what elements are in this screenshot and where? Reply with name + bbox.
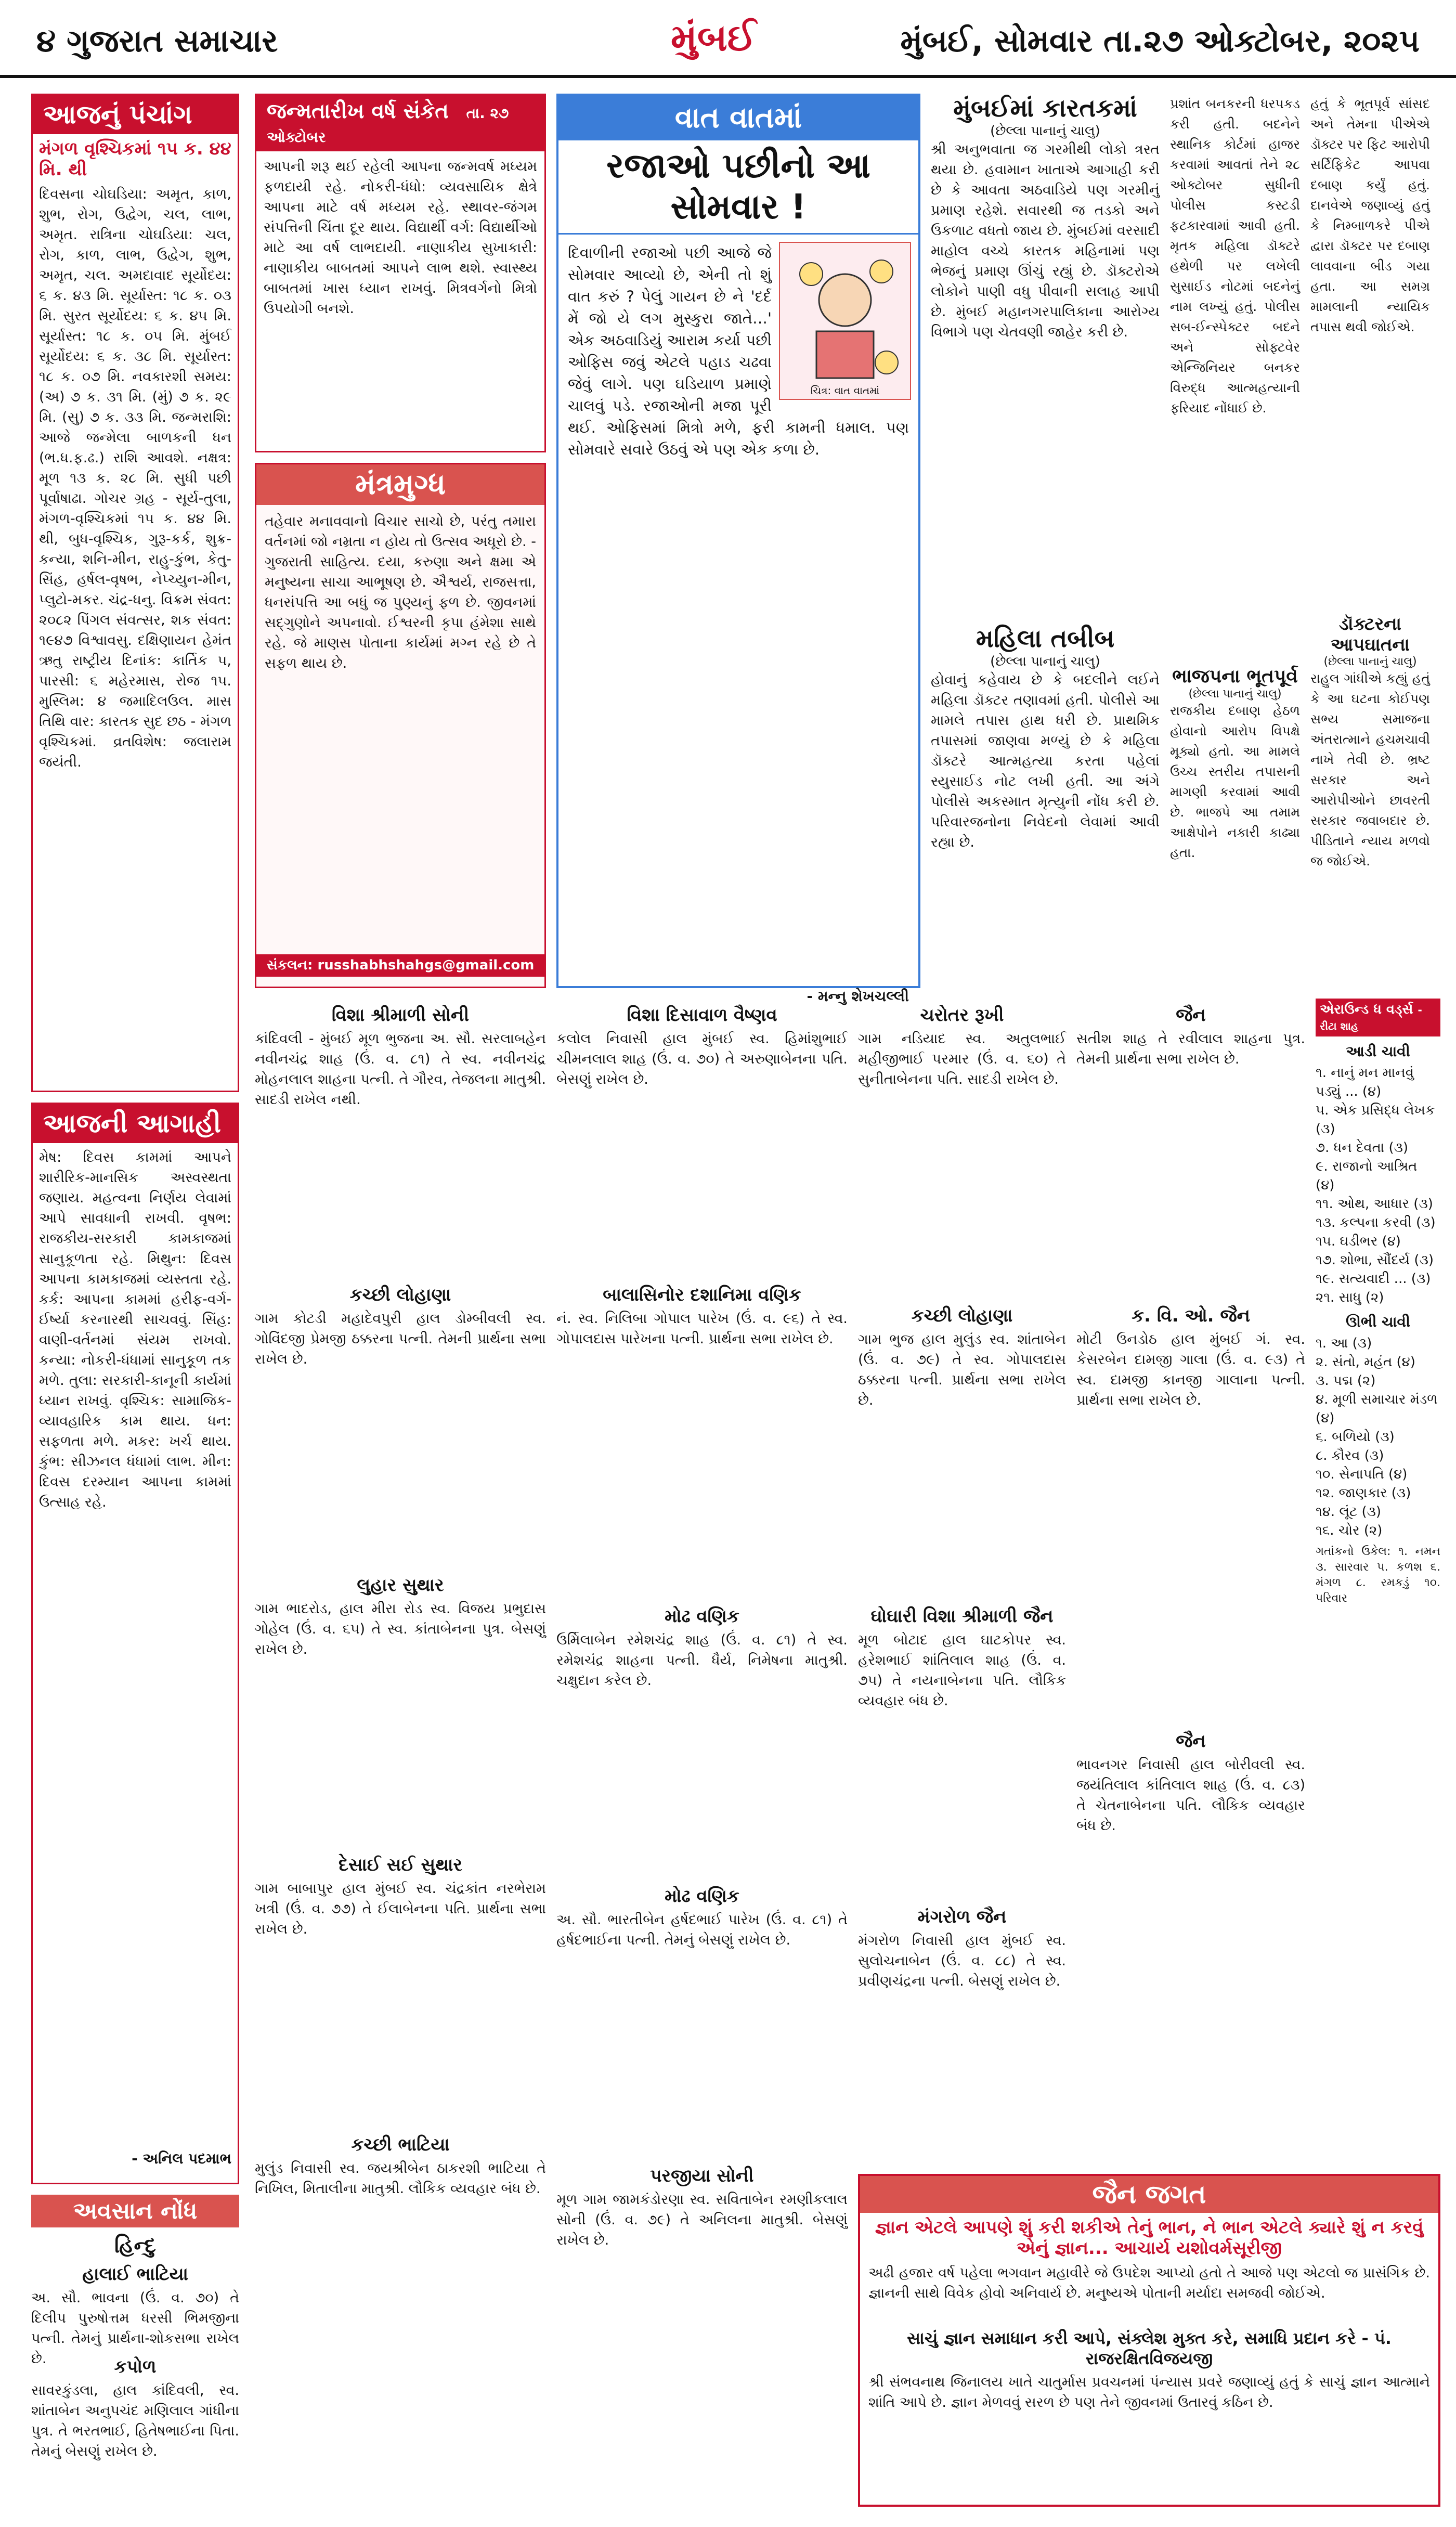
vaat-headline: રજાઓ પછીનો આ સોમવાર ! (558, 140, 918, 235)
crossword-down-list (1316, 1334, 1440, 1540)
vishesh-text2: ગામ કોટડી મહાદેવપુરી હાલ ડોમ્બીવલી સ્વ. ગોવિંદજી પ્રેમજી ઠક્કરના પત્ની. તેમની પ્રાર્થના સભા રાખેલ છે. (255, 1311, 546, 1367)
janma-tarikh-text: આપની શરૂ થઈ રહેલી આપના જન્મવર્ષ મધ્યમ ફળદાયી રહે. નોકરી-ધંધો: વ્યવસાયિક ક્ષેત્રે આપના માટે વર્ષ મધ્યમ રહે. સ્થાવર-જંગમ સંપત્તિની ચિંતા દૂર થાય. વિદ્યાર્થી વર્ગ: વિદ્યાર્થીઓ માટે આ વર્ષ લાભદાયી. નાણાકીય સુખાકારી: નાણાકીય બાબતમાં આપને લાભ થશે. સ્વાસ્થ્ય બાબતમાં ખાસ ધ્યાન રાખવું. મિત્રવર્ગનો મિત્રો ઉપયોગી બનશે. (264, 159, 537, 317)
jain-jagat-text: અઢી હજાર વર્ષ પહેલા ભગવાન મહાવીરે જે ઉપદેશ આપ્યો હતો તે આજે પણ એટલો જ પ્રાસંગિક છે. જ્ઞાનની સાથે વિવેક હોવો અનિવાર્ય છે. મનુષ્યએ પોતાની મર્યાદા સમજવી જોઈએ. (868, 2265, 1430, 2301)
vishesh2-text3: ઉર્મિલાબેન રમેશચંદ્ર શાહ (ઉં. વ. ૮૧) તે સ્વ. રમેશચંદ્ર શાહના પત્ની. ધૈર્ય, નિમેષના માતુશ્રી. ચક્ષુદાન કરેલ છે. (556, 1632, 848, 1689)
charotar-sub2: કચ્છી લોહાણા (911, 1305, 1013, 1326)
charotar-text3: મૂળ બોટાદ હાલ ઘાટકોપર સ્વ. હરેશભાઈ શાંતિલાલ શાહ (ઉં. વ. ૭૫) તે નયનાબેનના પતિ. લૌકિક વ્યવહાર બંધ છે. (858, 1632, 1066, 1709)
vishesh-sub5: કચ્છી ભાટિયા (351, 2134, 450, 2155)
jain-text1: સતીશ શાહ તે રવીલાલ શાહના પુત્ર. તેમની પ્રાર્થના સભા રાખેલ છે. (1076, 1031, 1305, 1067)
clue-down: ૧૦. સેનાપતિ (૪) (1316, 1467, 1408, 1482)
bhajpa-title: ભાજપના ભૂતપૂર્વ (1172, 666, 1298, 687)
vishesh2-sub4: મોઢ વણિક (665, 1886, 739, 1907)
jain-sub1: જૈન (1176, 1005, 1206, 1026)
jain-jagat-title: જૈન જગત (860, 2176, 1438, 2213)
jain-jagat-box (858, 2174, 1440, 2507)
vishesh-text5: મુલુંડ નિવાસી સ્વ. જયશ્રીબેન ઠાકરશી ભાટિયા તે નિખિલ, મિતાલીના માતુશ્રી. લૌકિક વ્યવહાર બંધ છે. (255, 2160, 546, 2197)
mahila-title: મહિલા તબીબ (976, 624, 1115, 653)
vishesh2-text5: મૂળ ગામ જામકંડોરણા સ્વ. સવિતાબેન રમણીકલાલ સોની (ઉં. વ. ૭૯) તે અનિલના માતુશ્રી. બેસણું રાખેલ છે. (556, 2192, 848, 2248)
charotar-sub1: ચરોતર રૂખી (920, 1005, 1004, 1026)
panchang-subtitle: મંગળ વૃશ્ચિકમાં ૧૫ ક. ૪૪ મિ. થી (39, 138, 231, 180)
clue-down: ૧. આ (૩) (1316, 1336, 1372, 1351)
bhajpa-subtitle: (છેલ્લા પાનાનું ચાલુ) (1188, 688, 1282, 701)
vaat-caption: ચિત્ર: વાત વાતમાં (810, 384, 880, 397)
obituary-title: અવસાન નોંધ (31, 2195, 239, 2227)
mantra-box (255, 463, 546, 988)
obituary-box-2 (255, 999, 546, 2507)
mahila-text: હોવાનું કહેવાય છે કે બદલીને લઈને મહિલા ડૉક્ટર તણાવમાં હતી. પોલીસે આ મામલે તપાસ હાથ ધરી છે. પ્રાથમિક તપાસમાં જાણવા મળ્યું છે કે મહિલા ડૉક્ટરે આત્મહત્યા કરતા પહેલાં સ્યુસાઈડ નોટ લખી હતી. આ અંગે પોલીસે અકસ્માત મૃત્યુની નોંધ કરી છે. પરિવારજનોના નિવેદનો લેવામાં આવી રહ્યા છે. (931, 672, 1160, 850)
obituary-box-1 (31, 2195, 239, 2507)
kartak-title: મુંબઈમાં કારતકમાં (953, 94, 1137, 123)
panchang-text: દિવસના ચોઘડિયા: અમૃત, કાળ, શુભ, રોગ, ઉદ્વેગ, ચલ, લાભ, અમૃત. રાત્રિના ચોઘડિયા: ચલ, રોગ, કાળ, લાભ, ઉદ્વેગ, શુભ, અમૃત, ચલ. અમદાવાદ સૂર્યોદય: ૬ ક. ૪૩ મિ. સૂર્યાસ્ત: ૧૮ ક. ૦૩ મિ. સુરત સૂર્યોદય: ૬ ક. ૪૫ મિ. સૂર્યાસ્ત: ૧૮ ક. ૦૫ મિ. મુંબઈ સૂર્યોદય: ૬ ક. ૩૮ મિ. સૂર્યાસ્ત: ૧૮ ક. ૦૭ મિ. નવકારશી સમય: (અ) ૭ ક. ૩૧ મિ. (મું) ૭ ક. ૨૯ મિ. (સુ) ૭ ક. ૩૩ મિ. જન્મરાશિ: આજે જન્મેલા બાળકની ધન (ભ.ધ.ફ.ઢ.) રાશિ આવશે. નક્ષત્ર: મૂળ ૧૩ ક. ૨૮ મિ. સુધી પછી પૂર્વાષાઢા. ગોચર ગ્રહ - સૂર્ય-તુલા, મંગળ-વૃશ્ચિકમાં ૧૫ ક. ૪૪ મિ. થી, બુધ-વૃશ્ચિક, ગુરૂ-કર્ક, શુક્ર-કન્યા, શનિ-મીન, રાહુ-કુંભ, કેતુ-સિંહ, હર્ષલ-વૃષભ, નેપ્ચ્યુન-મીન, પ્લુટો-મકર. ચંદ્ર-ધનુ. વિક્રમ સંવત: ૨૦૮૨ પિંગલ સંવત્સર, શક સંવત: ૧૯૪૭ વિશ્વાવસુ. દક્ષિણાયન હેમંત ઋતુ રાષ્ટ્રીય દિનાંક: કાર્તિક ૫, પારસી: ૬ મહેરમાસ, રોજ ૧૫. મુસ્લિમ: ૪ જમાદિલઉલ. માસ તિથિ વાર: કારતક સુદ છઠ - મંગળ વૃશ્ચિકમાં. વ્રતવિશેષ: જલારામ જયંતી. (39, 186, 231, 770)
charotar-text4: મંગરોળ નિવાસી હાલ મુંબઈ સ્વ. સુલોચનાબેન (ઉં. વ. ૮૮) તે સ્વ. પ્રવીણચંદ્રના પત્ની. બેસણું રાખેલ છે. (858, 1933, 1066, 1989)
right-col-1 (1170, 94, 1300, 988)
clue-down: ૨. સંતો, મહંત (૪) (1316, 1354, 1415, 1370)
issue-date: મુંબઈ, સોમવાર તા.૨૭ ઓક્ટોબર, ૨૦૨૫ (900, 23, 1420, 59)
vaat-author: - મન્નુ શેખચલ્લી (807, 988, 909, 1005)
jain-text3: ભાવનગર નિવાસી હાલ બોરીવલી સ્વ. જયંતિલાલ કાંતિલાલ શાહ (ઉં. વ. ૮૩) તે ચેતનાબેનના પતિ. લૌકિક વ્યવહાર બંધ છે. (1076, 1757, 1305, 1834)
charotar-sub3: ઘોઘારી વિશા શ્રીમાળી જૈન (870, 1606, 1054, 1627)
vishesh2-text1: કલોલ નિવાસી હાલ મુંબઈ સ્વ. હિમાંશુભાઈ ચીમનલાલ શાહ (ઉં. વ. ૭૦) તે અરુણાબેનના પતિ. બેસણું રાખેલ છે. (556, 1031, 848, 1087)
obituary-box-3 (556, 999, 848, 2507)
clue-across: ૧૩. કલ્પના કરવી (૩) (1316, 1215, 1436, 1230)
vishesh2-sub1: વિશા દિસાવાળ વૈષ્ણવ (627, 1005, 777, 1026)
vaat-box (556, 94, 920, 1005)
crossword-author: - રીટા શાહ (1320, 1004, 1422, 1032)
clue-across: ૧. નાનું મન માનવું પડ્યું ... (૪) (1316, 1065, 1414, 1099)
janma-tarikh-date: તા. ૨૭ ઓક્ટોબર (267, 105, 509, 146)
panchang-box (31, 94, 239, 1092)
right1-text: પ્રશાંત બનકરની ધરપકડ કરી હતી. બદનેને સ્થાનિક કોર્ટમાં હાજર કરવામાં આવતાં તેને ૨૮ ઓક્ટોબર સુધીની પોલીસ કસ્ટડી ફટકારવામાં આવી હતી. મૃતક મહિલા ડૉક્ટરે હથેળી પર લખેલી સુસાઈડ નોટમાં બદનેનું નામ લખ્યું હતું. પોલીસ સબ-ઈન્સ્પેક્ટર બદને અને સોફ્ટવેર એન્જિનિયર બનકર વિરુદ્ધ આત્મહત્યાની ફરિયાદ નોંધાઈ છે. (1170, 96, 1300, 416)
janma-tarikh-box (255, 94, 546, 452)
obituary-sub1: હાલાઈ ભાટિયા (82, 2264, 188, 2285)
jain-sub2: ક. વિ. ઓ. જૈન (1132, 1305, 1250, 1326)
panchang-title: આજનું પંચાંગ (33, 95, 238, 134)
janma-tarikh-header (256, 95, 544, 151)
obituary-text2: સાવરકુંડલા, હાલ કાંદિવલી, સ્વ. શાંતાબેન અનુપચંદ મણિલાલ ગાંધીના પુત્ર. તે ભરતભાઈ, હિતેષભાઈના પિતા. તેમનું બેસણું રાખેલ છે. (31, 2382, 239, 2459)
clue-across: ૧૫. ઘડીભર (૪) (1316, 1234, 1401, 1249)
clue-down: ૩. પદ્મ (૨) (1316, 1373, 1376, 1389)
mantra-contact: સંકલન: russhabhshahgs@gmail.com (256, 954, 544, 977)
forecast-box (31, 1103, 239, 2184)
crossword-title: એરાઉન્ડ ધ વર્ડ્સ (1320, 1002, 1413, 1017)
clue-across: ૯. રાજાનો આશ્રિત (૪) (1316, 1159, 1418, 1193)
obituary-community: હિન્દુ (114, 2234, 156, 2258)
mantra-title: મંત્રમુગ્ધ (256, 464, 544, 505)
vishesh2-sub5: પરજીયા સોની (650, 2166, 754, 2186)
janma-tarikh-title: જન્મતારીખ વર્ષ સંકેત (267, 99, 449, 123)
vishesh2-text2: નં. સ્વ. નિલિબા ગોપાલ પારેખ (ઉં. વ. ૯૬) તે સ્વ. ગોપાલદાસ પારેખના પત્ની. પ્રાર્થના સભા રાખેલ છે. (556, 1311, 848, 1347)
charotar-text2: ગામ ભુજ હાલ મુલુંડ સ્વ. શાંતાબેન (ઉં. વ. ૭૯) તે સ્વ. ગોપાલદાસ ઠક્કરના પત્ની. પ્રાર્થના સભા રાખેલ છે. (858, 1331, 1066, 1408)
right-col-2 (1310, 94, 1430, 988)
vishesh-text3: ગામ ભાદરોડ, હાલ મીરા રોડ સ્વ. વિજય પ્રભુદાસ ગોહેલ (ઉં. વ. ૬૫) તે સ્વ. કાંતાબેનના પુત્ર. બેસણું રાખેલ છે. (255, 1601, 546, 1657)
crossword-across-list (1316, 1064, 1440, 1307)
kartak-text: શ્રી અનુભવાતા જ ગરમીથી લોકો ત્રસ્ત થયા છે. હવામાન ખાતાએ આગાહી કરી છે કે આવતા અઠવાડિયે પણ ગરમીનું પ્રમાણ રહેશે. સવારથી જ તડકો અને ઉકળાટ વધતો જાય છે. મુંબઈમાં વરસાદી માહોલ વચ્ચે કારતક મહિનામાં પણ ભેજનું પ્રમાણ ઊંચું રહ્યું છે. ડૉક્ટરોએ લોકોને પાણી વધુ પીવાની સલાહ આપી છે. મુંબઈ મહાનગરપાલિકાના આરોગ્ય વિભાગે પણ ચેતવણી જાહેર કરી છે. (931, 141, 1160, 340)
clue-across: ૧૯. સત્યવાદી ... (૩) (1316, 1271, 1431, 1287)
cartoon-icon (780, 243, 910, 399)
obituary-text1: અ. સૌ. ભાવના (ઉં. વ. ૭૦) તે દિલીપ પુરુષોત્તમ ધરસી ભિમજીના પત્ની. તેમનું પ્રાર્થના-શોકસભા રાખેલ છે. (31, 2290, 239, 2367)
page-number: ૪ ગુજરાત સમાચાર (36, 23, 278, 59)
clue-down: ૮. કૌરવ (૩) (1316, 1448, 1384, 1463)
vishesh-sub3: લુહાર સુથાર (357, 1575, 444, 1596)
clue-across: ૨૧. સાધુ (૨) (1316, 1290, 1384, 1305)
mantra-text: તહેવાર મનાવવાનો વિચાર સાચો છે, પરંતુ તમારા વર્તનમાં જો નમ્રતા ન હોય તો ઉત્સવ અધૂરો છે. - ગુજરાતી સાહિત્ય. દયા, કરુણા અને ક્ષમા એ મનુષ્યના સાચા આભૂષણ છે. ઐશ્વર્ય, રાજસત્તા, ધનસંપત્તિ આ બધું જ પુણ્યનું ફળ છે. જીવનમાં સદ્ગુણોને અપનાવો. ઈશ્વરની કૃપા હંમેશા સાથે રહે. જે માણસ પોતાના કાર્યમાં મગ્ન રહે છે તે સફળ થાય છે. (265, 513, 536, 671)
vaat-text: દિવાળીની રજાઓ પછી આજે જે સોમવાર આવ્યો છે, એની તો શું વાત કરું ? પેલું ગાયન છે ને 'દર્દ મેં જો યે લગ મુસ્કુરા જાતે…' એક અઠવાડિયું આરામ કર્યા પછી ઓફિસ જવું એટલે પહાડ ચઢવા જેવું લાગે. પણ ઘડિયાળ પ્રમાણે ચાલવું પડે. રજાઓની મજા પૂરી થઈ. ઓફિસમાં મિત્રો મળે, ફરી કામની ધમાલ. પણ સોમવારે સવારે ઉઠવું એ પણ એક કળા છે. (568, 244, 909, 458)
vaat-illustration (779, 242, 911, 400)
kartak-box (931, 94, 1160, 988)
clue-down: ૬. બળિયો (૩) (1316, 1429, 1395, 1445)
crossword-across-title: આડી ચાવી (1346, 1043, 1410, 1060)
bhajpa-text: રાજકીય દબાણ હેઠળ હોવાનો આરોપ વિપક્ષે મૂક્યો હતો. આ મામલે ઉચ્ચ સ્તરીય તપાસની માગણી કરવામાં આવી છે. ભાજપે આ તમામ આક્ષેપોને નકારી કાઢ્યા હતા. (1170, 703, 1300, 860)
charotar-text1: ગામ નડિયાદ સ્વ. અતુલભાઈ મહીજીભાઈ પરમાર (ઉં. વ. ૬૦) તે સુનીતાબેનના પતિ. સાદડી રાખેલ છે. (858, 1031, 1066, 1087)
crossword-box (1316, 999, 1440, 2163)
clue-across: ૫. એક પ્રસિદ્ધ લેખક (૩) (1316, 1103, 1435, 1137)
jain-jagat-text2: શ્રી સંભવનાથ જિનાલય ખાતે ચાતુર્માસ પ્રવચનમાં પંન્યાસ પ્રવરે જણાવ્યું હતું કે સાચું જ્ઞાન આત્માને શાંતિ આપે છે. જ્ઞાન મેળવવું સરળ છે પણ તેને જીવનમાં ઉતારવું કઠિન છે. (868, 2374, 1430, 2411)
clue-across: ૭. ધન દેવતા (૩) (1316, 1140, 1409, 1156)
jain-sub3: જૈન (1176, 1731, 1206, 1752)
forecast-title: આજની આગાહી (33, 1104, 238, 1143)
vishesh-text4: ગામ બાબાપુર હાલ મુંબઈ સ્વ. ચંદ્રકાંત નરભેરામ ખત્રી (ઉં. વ. ૭૭) તે ઈલાબેનના પતિ. પ્રાર્થના સભા રાખેલ છે. (255, 1881, 546, 1937)
kartak-subtitle: (છેલ્લા પાનાનું ચાલુ) (990, 123, 1100, 139)
forecast-text: મેષ: દિવસ કામમાં આપને શારીરિક-માનસિક અસ્વસ્થતા જણાય. મહત્વના નિર્ણય લેવામાં આપે સાવધાની રાખવી. વૃષભ: રાજકીય-સરકારી કામકાજમાં સાનુકૂળતા રહે. મિથુન: દિવસ આપના કામકાજમાં વ્યસ્તતા રહે. કર્ક: આપના કામમાં હરીફ-વર્ગ-ઈર્ષ્યા કરનારથી સાચવવું. સિંહ: વાણી-વર્તનમાં સંયમ રાખવો. કન્યા: નોકરી-ધંધામાં સાનુકૂળ તક મળે. તુલા: સરકારી-કાનૂની કાર્યમાં ધ્યાન રાખવું. વૃશ્ચિક: સામાજિક-વ્યાવહારિક કામ થાય. ધન: સફળતા મળે. મકર: ખર્ચ થાય. કુંભ: સીઝનલ ધંધામાં લાભ. મીન: દિવસ દરમ્યાન આપના કામમાં ઉત્સાહ રહે. (39, 1149, 231, 1510)
vaat-title: વાત વાતમાં (558, 96, 918, 140)
clue-down: ૧૨. જાણકાર (૩) (1316, 1485, 1411, 1501)
right2-text: હતું કે ભૂતપૂર્વ સાંસદ અને તેમના પીએએ ડૉક્ટર પર ફિટ આરોપી સર્ટિફિકેટ આપવા દબાણ કર્યું હતું. દાનવેએ જણાવ્યું હતું કે નિમ્બાળકરે પીએ દ્વારા ડૉક્ટર પર દબાણ લાવવાના બીડ ગયા હતા. આ સમગ્ર મામલાની ન્યાયિક તપાસ થવી જોઈએ. (1310, 96, 1430, 334)
vishesh2-sub2: બાલાસિનોર દશાનિમા વણિક (603, 1285, 801, 1305)
jain-text2: મોટી ઉનડોઠ હાલ મુંબઈ ગં. સ્વ. કેસરબેન દામજી ગાલા (ઉં. વ. ૯૩) તે સ્વ. દામજી કાનજી ગાલાના પત્ની. પ્રાર્થના સભા રાખેલ છે. (1076, 1331, 1305, 1408)
section-title: મુંબઈ (671, 16, 757, 59)
obituary-sub2: કપોળ (114, 2356, 157, 2377)
jain-jagat-headline: જ્ઞાન એટલે આપણે શું કરી શકીએ તેનું ભાન, ને ભાન એટલે ક્યારે શું ન કરવું એનું જ્ઞાન... આચાર્ય યશોવર્મસૂરીજી (875, 2217, 1424, 2259)
vishesh-text1: કાંદિવલી - મુંબઈ મૂળ ભુજના અ. સૌ. સરલાબહેન નવીનચંદ્ર શાહ (ઉં. વ. ૮૧) તે સ્વ. નવીનચંદ્ર મોહનલાલ શાહના પત્ની. તે ગૌરવ, તેજલના માતુશ્રી. સાદડી રાખેલ નથી. (255, 1031, 546, 1108)
charotar-sub4: મંગરોળ જૈન (917, 1907, 1007, 1927)
clue-down: ૪. મૂળી સમાચાર મંડળ (૪) (1316, 1392, 1438, 1426)
forecast-author: - અનિલ પદમાભ (132, 2150, 231, 2167)
masthead (0, 0, 1456, 78)
clue-down: ૧૪. લૂંટ (૩) (1316, 1504, 1382, 1520)
crossword-answers: ગતાંકનો ઉકેલ: ૧. નમન ૩. સારવાર ૫. કળશ ૬. મંગળ ૮. રમકડું ૧૦. પરિવાર (1316, 1545, 1440, 1605)
clue-across: ૧૧. ઓથ, આધાર (૩) (1316, 1196, 1433, 1212)
vishesh-sub1: વિશા શ્રીમાળી સોની (331, 1005, 470, 1026)
charotar-col (858, 999, 1066, 2163)
mahila-subtitle: (છેલ્લા પાનાનું ચાલુ) (990, 654, 1100, 669)
clue-down: ૧૬. ચોર (૨) (1316, 1523, 1383, 1538)
jain-col (1076, 999, 1305, 2163)
vishesh2-sub3: મોઢ વણિક (665, 1606, 739, 1627)
doctor-subtitle: (છેલ્લા પાનાનું ચાલુ) (1323, 655, 1417, 668)
vishesh-sub4: દેસાઈ સઈ સુથાર (338, 1855, 463, 1875)
clue-across: ૧૭. શોભા, સૌંદર્ય (૩) (1316, 1252, 1434, 1268)
vishesh2-text4: અ. સૌ. ભારતીબેન હર્ષદભાઈ પારેખ (ઉં. વ. ૮૧) તે હર્ષદભાઈના પત્ની. તેમનું બેસણું રાખેલ છે. (556, 1912, 848, 1948)
crossword-down-title: ઊભી ચાવી (1346, 1313, 1410, 1330)
crossword-header (1316, 999, 1440, 1036)
jain-jagat-headline2: સાચું જ્ઞાન સમાધાન કરી આપે, સંક્લેશ મુક્ત કરે, સમાધિ પ્રદાન કરે - પં. રાજરક્ષિતવિજયજી (907, 2328, 1392, 2368)
doctor-text: રાહુલ ગાંધીએ કહ્યું હતું કે આ ઘટના કોઈપણ સભ્ય સમાજના અંતરાત્માને હચમચાવી નાખે તેવી છે. ભ્રષ્ટ સરકાર અને આરોપીઓને છાવરતી સરકાર જવાબદાર છે. પીડિતાને ન્યાય મળવો જ જોઈએ. (1310, 671, 1430, 869)
vishesh-sub2: કચ્છી લોહાણા (349, 1285, 451, 1305)
doctor-title: ડૉક્ટરના આપઘાતના (1330, 614, 1410, 655)
